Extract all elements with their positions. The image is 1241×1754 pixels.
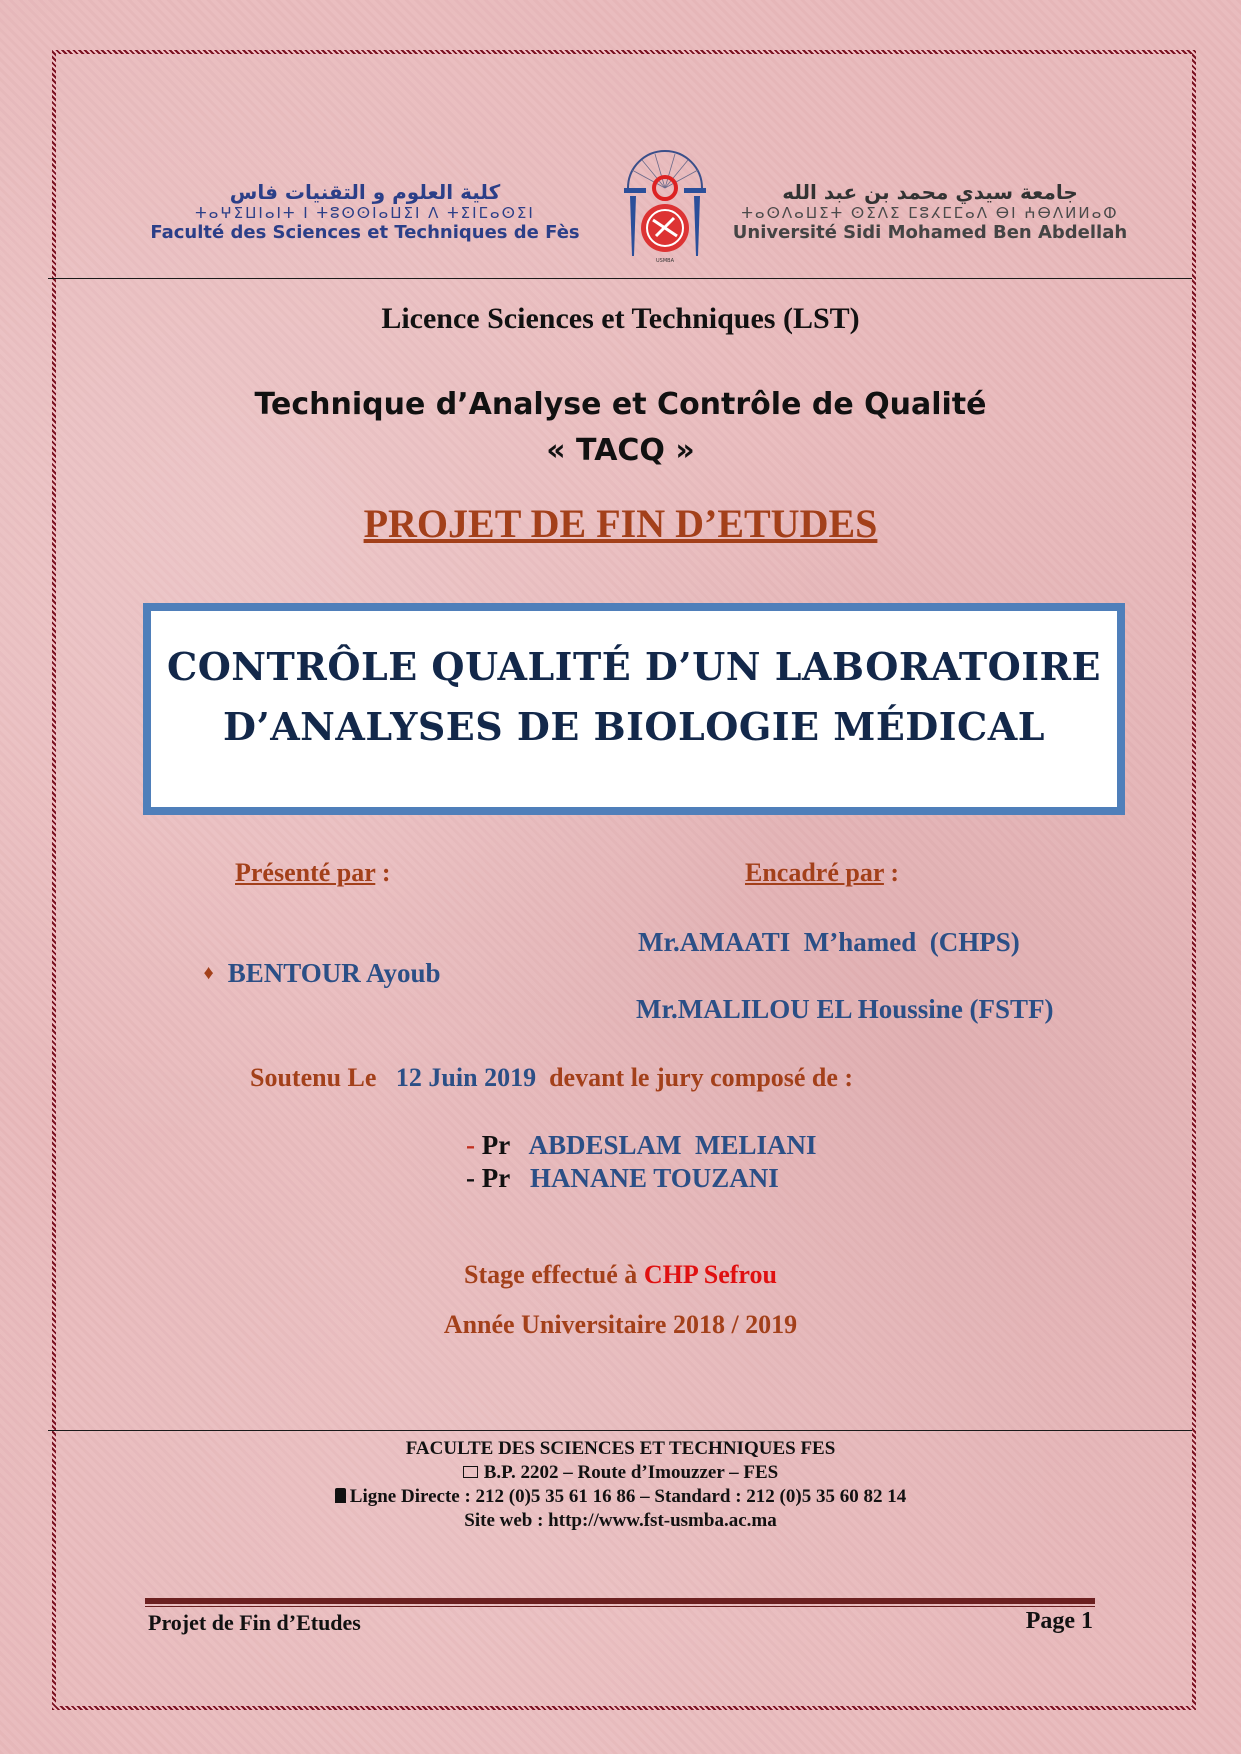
thesis-title <box>151 637 1117 757</box>
jury-member-name: ABDESLAM MELIANI <box>528 1130 817 1160</box>
footer-document-label: Projet de Fin d’Etudes <box>148 1610 361 1635</box>
title-box <box>143 603 1125 815</box>
contact-block <box>0 1437 1241 1533</box>
mailbox-icon <box>463 1466 478 1478</box>
diamond-bullet-icon: ♦ <box>203 962 214 984</box>
internship-line: Stage effectué à CHP Sefrou <box>464 1260 777 1289</box>
university-name-tifinagh: ⵜⴰⵙⴷⴰⵡⵉⵜ ⵙⵉⴷⵉ ⵎⵓⵃⵎⵎⴰⴷ ⴱⵏ ⵄⴱⴷⵍⵍⴰⵀ <box>741 204 1119 222</box>
phone-icon <box>335 1488 346 1503</box>
specialty-name: Technique d’Analyse et Contrôle de Qualité <box>254 387 987 422</box>
thesis-title-line-1: CONTRÔLE QUALITÉ D’UN LABORATOIRE <box>166 644 1102 689</box>
faculty-name-arabic: كلية العلوم و التقنيات فاس <box>229 180 501 204</box>
defense-date: 12 Juin 2019 <box>395 1063 537 1092</box>
faculty-name-tifinagh: ⵜⴰⵖⵉⵡⵏⴰⵏⵜ ⵏ ⵜⵓⵙⵙⵏⴰⵡⵉⵏ ⴷ ⵜⵉⵏⵎⴰⵙⵉⵏ <box>195 204 535 222</box>
student-name: BENTOUR Ayoub <box>227 958 441 988</box>
university-name-arabic: جامعة سيدي محمد بن عبد الله <box>782 180 1078 204</box>
internship-place: CHP Sefrou <box>643 1260 777 1289</box>
thesis-title-line-2: D’ANALYSES DE BIOLOGIE MÉDICAL <box>223 704 1045 749</box>
address-line: B.P. 2202 – Route d’Imouzzer – FES <box>0 1461 1241 1485</box>
university-logo-text <box>730 180 1130 243</box>
supervisor-name: Mr.MALILOU EL Houssine (FSTF) <box>636 994 1054 1024</box>
presented-by-heading: Présenté par : <box>235 858 391 887</box>
presented-by-label: Présenté par <box>235 858 376 887</box>
institution-name: FACULTE DES SCIENCES ET TECHNIQUES FES <box>405 1438 836 1459</box>
website-line: Site web : http://www.fst-usmba.ac.ma <box>464 1510 777 1531</box>
academic-year: Année Universitaire 2018 / 2019 <box>443 1310 798 1339</box>
title-inner <box>149 609 1119 809</box>
supervised-by-heading: Encadré par : <box>745 858 900 887</box>
faculty-name-latin: Faculté des Sciences et Techniques de Fès <box>150 222 580 243</box>
university-emblem-icon <box>620 148 710 266</box>
jury-member: - Pr HANANE TOUZANI <box>466 1163 779 1193</box>
phone-line: Ligne Directe : 212 (0)5 35 61 16 86 – Standard : 212 (0)5 35 60 82 14 <box>0 1485 1241 1509</box>
footer-rule <box>145 1598 1095 1604</box>
page-number: Page 1 <box>1025 1608 1093 1634</box>
specialty <box>0 382 1241 474</box>
header-divider <box>48 278 1192 279</box>
student-item <box>190 927 441 989</box>
supervised-by-label: Encadré par <box>745 858 884 887</box>
document-type: PROJET DE FIN D’ETUDES <box>363 501 878 546</box>
university-name-latin: Université Sidi Mohamed Ben Abdellah <box>732 222 1128 243</box>
svg-text:USMBA: USMBA <box>656 258 674 264</box>
faculty-logo-text <box>140 180 590 243</box>
specialty-acronym: « TACQ » <box>546 433 695 468</box>
program-name: Licence Sciences et Techniques (LST) <box>381 302 860 335</box>
jury-member-name: HANANE TOUZANI <box>530 1163 779 1193</box>
defense-line: Soutenu Le 12 Juin 2019 devant le jury composé de : <box>250 1063 854 1092</box>
footer-rule-thin <box>145 1606 1095 1607</box>
footer-divider <box>48 1430 1192 1431</box>
jury-member: - Pr ABDESLAM MELIANI <box>466 1130 817 1160</box>
supervisor-name: Mr.AMAATI M’hamed (CHPS) <box>638 927 1020 957</box>
